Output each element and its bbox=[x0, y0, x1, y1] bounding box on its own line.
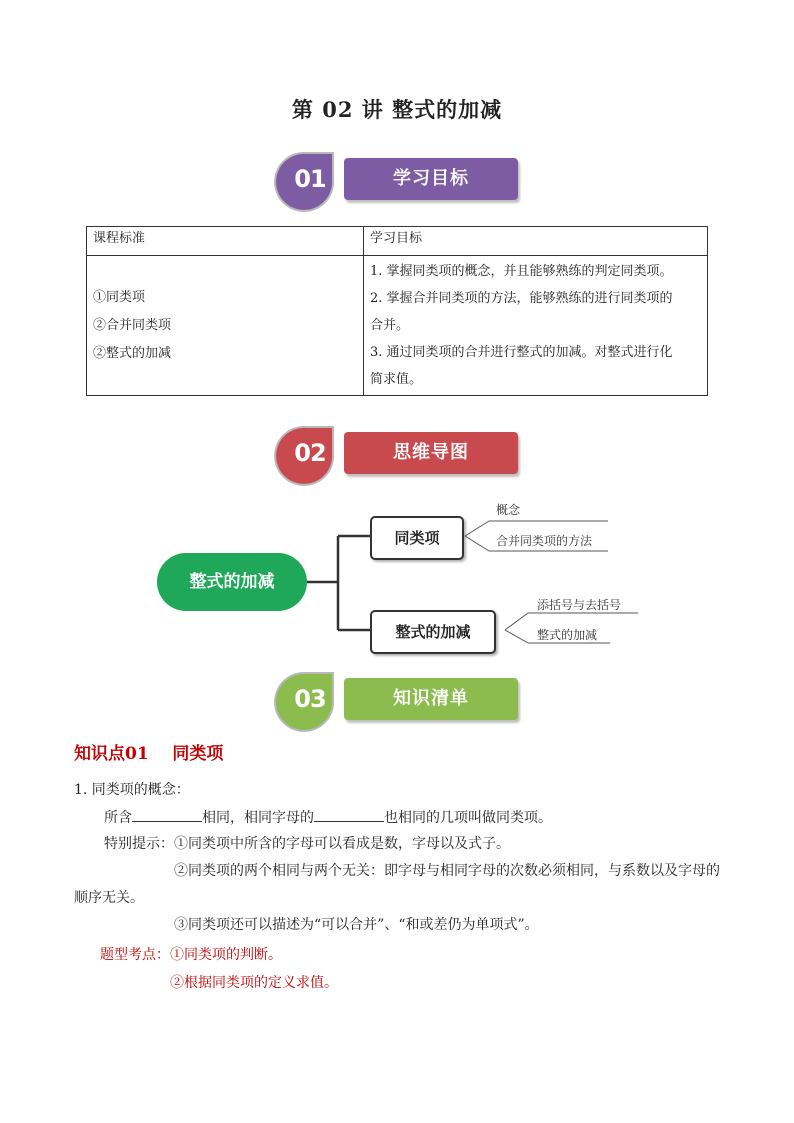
definition-part: 所含 bbox=[104, 810, 132, 826]
tip-line bbox=[104, 834, 510, 854]
page-title: 第 02 讲 整式的加减 bbox=[291, 97, 503, 122]
tip-text: ①同类项中所含的字母可以看成是数，字母以及式子。 bbox=[174, 836, 510, 852]
section-number: 02 bbox=[294, 439, 326, 467]
goal-line: 3. 通过同类项的合并进行整式的加减。对整式进行化 bbox=[370, 345, 673, 360]
mindmap-branch-add-subtract: 整式的加减 bbox=[370, 610, 496, 654]
exam-line bbox=[100, 945, 282, 965]
goal-line: 简求值。 bbox=[370, 372, 423, 387]
definition-line bbox=[104, 807, 552, 828]
header-standard: 课程标准 bbox=[87, 227, 364, 256]
mindmap-branch-like-terms: 同类项 bbox=[370, 516, 464, 560]
mindmap-root: 整式的加减 bbox=[157, 553, 307, 611]
mindmap-leaf: 合并同类项的方法 bbox=[496, 534, 593, 548]
standard-item: ①同类项 bbox=[93, 290, 146, 305]
goal-line: 合并。 bbox=[370, 318, 410, 333]
mindmap-leaf: 添括号与去括号 bbox=[537, 598, 622, 612]
header-goal: 学习目标 bbox=[364, 227, 708, 256]
exam-label: 题型考点： bbox=[100, 947, 170, 963]
section-number: 01 bbox=[294, 165, 326, 193]
section-label: 思维导图 bbox=[344, 432, 518, 474]
item-heading: 1. 同类项的概念： bbox=[74, 782, 190, 798]
tip-line: ②同类项的两个相同与两个无关：即字母与相同字母的次数必须相同，与系数以及字母的 bbox=[174, 863, 720, 879]
exam-line: ②根据同类项的定义求值。 bbox=[170, 975, 338, 991]
goal-line: 1. 掌握同类项的概念，并且能够熟练的判定同类项。 bbox=[370, 264, 673, 279]
section-label: 知识清单 bbox=[344, 678, 518, 720]
tip-line: 顺序无关。 bbox=[74, 890, 144, 906]
knowledge-point-title: 知识点01 同类项 bbox=[74, 744, 224, 764]
exam-text: ①同类项的判断。 bbox=[170, 947, 282, 963]
standard-item: ②合并同类项 bbox=[93, 318, 172, 333]
standard-item: ②整式的加减 bbox=[93, 346, 172, 361]
mindmap-leaf: 整式的加减 bbox=[537, 628, 598, 642]
section-label: 学习目标 bbox=[344, 158, 518, 200]
fill-blank[interactable] bbox=[314, 807, 384, 822]
section-number: 03 bbox=[294, 685, 326, 713]
mindmap-leaf: 概念 bbox=[496, 503, 521, 517]
tip-line: ③同类项还可以描述为“可以合并”、“和或差仍为单项式”。 bbox=[174, 917, 539, 933]
tip-label: 特别提示： bbox=[104, 836, 174, 852]
section-badge-03 bbox=[272, 670, 532, 734]
definition-part: 相同，相同字母的 bbox=[202, 810, 314, 826]
definition-part: 也相同的几项叫做同类项。 bbox=[384, 810, 552, 826]
fill-blank[interactable] bbox=[132, 807, 202, 822]
goal-line: 2. 掌握合并同类项的方法，能够熟练的进行同类项的 bbox=[370, 291, 673, 306]
